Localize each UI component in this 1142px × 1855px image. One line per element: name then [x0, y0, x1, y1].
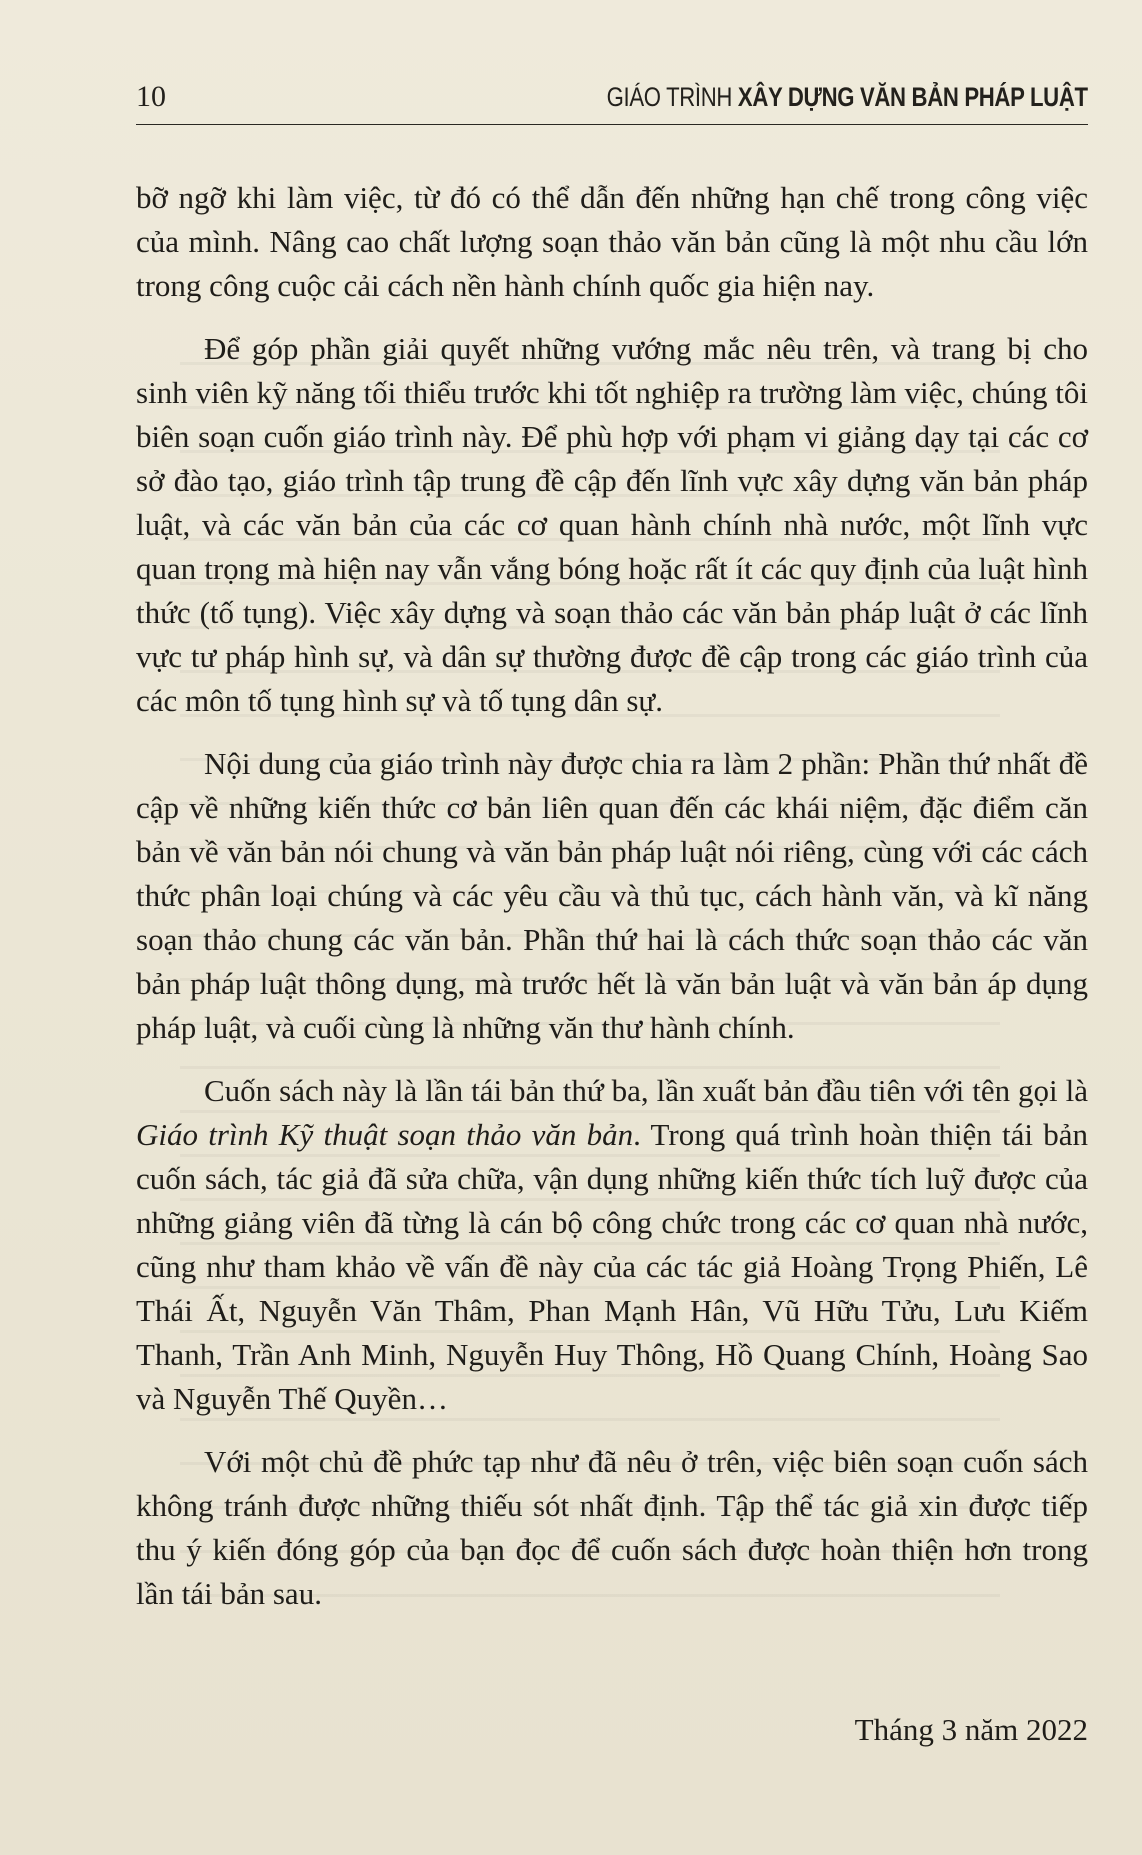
- body-text: [136, 176, 1088, 1635]
- paragraph-edition: [136, 1069, 1088, 1421]
- edition-text-start: Cuốn sách này là lần tái bản thứ ba, lần xuất bản đầu tiên với tên gọi là: [204, 1073, 1088, 1108]
- running-title: [607, 82, 1088, 113]
- paragraph-purpose: Để góp phần giải quyết những vướng mắc nêu trên, và trang bị cho sinh viên kỹ năng tối thiểu trước khi tốt nghiệp ra trường làm việc, chúng tôi biên soạn cuốn giáo trình này. Để phù hợp với phạm vi giảng dạy tại các cơ sở đào tạo, giáo trình tập trung đề cập đến lĩnh vực xây dựng văn bản pháp luật, và các văn bản của các cơ quan hành chính nhà nước, một lĩnh vực quan trọng mà hiện nay vẫn vắng bóng hoặc rất ít các quy định của luật hình thức (tố tụng). Việc xây dựng và soạn thảo các văn bản pháp luật ở các lĩnh vực tư pháp hình sự, và dân sự thường được đề cập trong các giáo trình của các môn tố tụng hình sự và tố tụng dân sự.: [136, 331, 1088, 718]
- original-book-title: Giáo trình Kỹ thuật soạn thảo văn bản: [136, 1117, 634, 1152]
- paragraph-continued: bỡ ngỡ khi làm việc, từ đó có thể dẫn đến những hạn chế trong công việc của mình. Nâng cao chất lượng soạn thảo văn bản cũng là một nhu cầu lớn trong công cuộc cải cách nền hành chính quốc gia hiện nay.: [136, 180, 1088, 303]
- running-header: [136, 76, 1088, 124]
- date-signoff: Tháng 3 năm 2022: [854, 1712, 1088, 1747]
- edition-text-end: . Trong quá trình hoàn thiện tái bản cuốn sách, tác giả đã sửa chữa, vận dụng những kiến thức tích luỹ được của những giảng viên đã từng là cán bộ công chức trong các cơ quan nhà nước, cũng như tham khảo về vấn đề này của các tác giả Hoàng Trọng Phiến, Lê Thái Ất, Nguyễn Văn Thâm, Phan Mạnh Hân, Vũ Hữu Tửu, Lưu Kiếm Thanh, Trần Anh Minh, Nguyễn Huy Thông, Hồ Quang Chính, Hoàng Sao và Nguyễn Thế Quyền…: [136, 1117, 1089, 1416]
- header-divider: [136, 124, 1088, 125]
- paragraph-contents: Nội dung của giáo trình này được chia ra làm 2 phần: Phần thứ nhất đề cập về những kiến thức cơ bản liên quan đến các khái niệm, đặc điểm căn bản về văn bản nói chung và văn bản pháp luật nói riêng, cùng với các cách thức phân loại chúng và các yêu cầu và thủ tục, cách hành văn, và kĩ năng soạn thảo chung các văn bản. Phần thứ hai là cách thức soạn thảo các văn bản pháp luật thông dụng, mà trước hết là văn bản luật và văn bản áp dụng pháp luật, và cuối cùng là những văn thư hành chính.: [136, 746, 1088, 1045]
- page-number: 10: [136, 80, 166, 113]
- running-title-main: XÂY DỰNG VĂN BẢN PHÁP LUẬT: [738, 82, 1088, 112]
- paragraph-closing: Với một chủ đề phức tạp như đã nêu ở trên, việc biên soạn cuốn sách không tránh được những thiếu sót nhất định. Tập thể tác giả xin được tiếp thu ý kiến đóng góp của bạn đọc để cuốn sách được hoàn thiện hơn trong lần tái bản sau.: [136, 1444, 1088, 1611]
- running-title-prefix: GIÁO TRÌNH: [606, 82, 739, 112]
